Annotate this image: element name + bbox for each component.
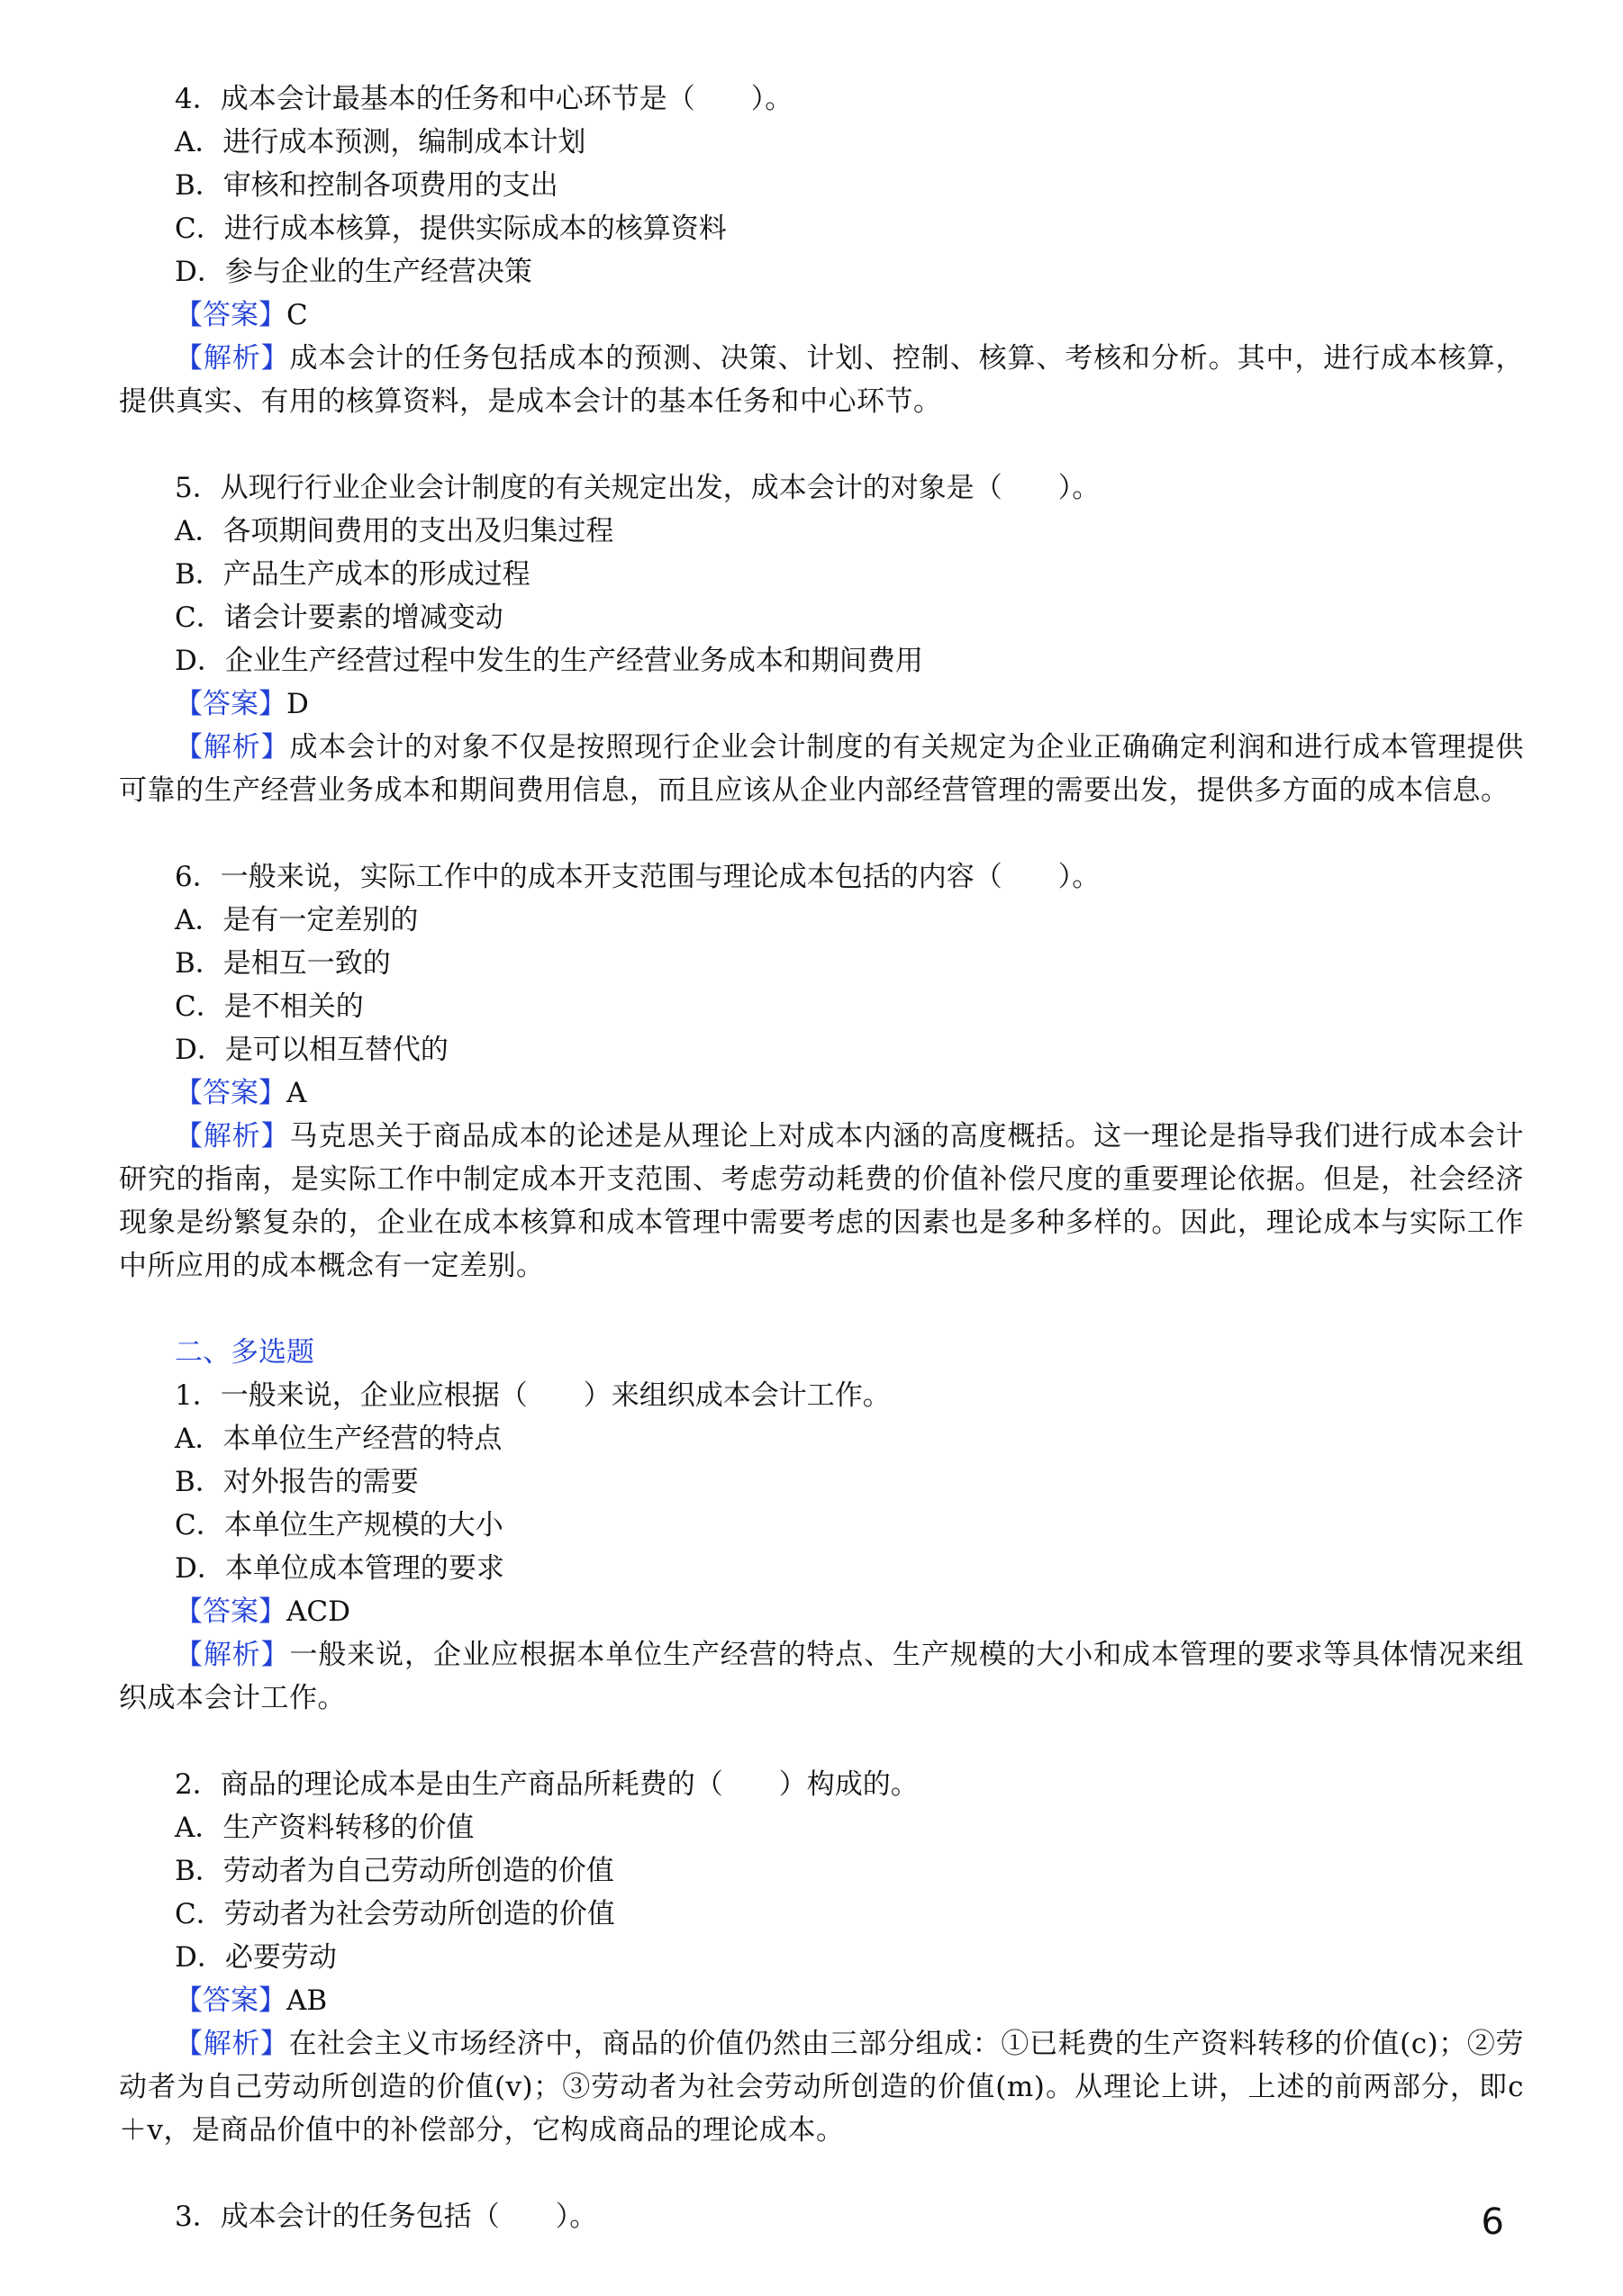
option-a: A．各项期间费用的支出及归集过程 — [175, 515, 614, 547]
option-b: B．审核和控制各项费用的支出 — [175, 169, 558, 202]
section-heading: 二、多选题 — [175, 1336, 314, 1369]
option-d: D．企业生产经营过程中发生的生产经营业务成本和期间费用 — [175, 645, 923, 677]
question-block — [119, 2195, 1524, 2238]
option-a: A．是有一定差别的 — [175, 904, 419, 936]
explanation — [119, 1633, 1524, 1720]
question-block — [119, 1374, 1524, 1720]
explanation-text: 在社会主义市场经济中，商品的价值仍然由三部分组成：①已耗费的生产资料转移的价值(c)；②劳动者为自己劳动所创造的价值(v)；③劳动者为社会劳动所创造的价值(m)。从理论上讲，上述的前两部分，即c＋v，是商品价值中的补偿部分，它构成商品的理论成本。 — [119, 2028, 1525, 2147]
explanation-tag: 【解析】 — [175, 731, 290, 764]
answer-tag: 【答案】 — [175, 688, 286, 720]
option-a: A．本单位生产经营的特点 — [175, 1423, 503, 1455]
explanation — [119, 2022, 1524, 2152]
question-stem: 5．从现行行业企业会计制度的有关规定出发，成本会计的对象是（ ）。 — [175, 472, 1101, 504]
page-content — [119, 77, 1524, 2238]
option-b: B．对外报告的需要 — [175, 1466, 419, 1498]
question-block — [119, 855, 1524, 1288]
option-a: A．生产资料转移的价值 — [175, 1812, 475, 1844]
answer-value: D — [286, 688, 309, 720]
question-stem: 2．商品的理论成本是由生产商品所耗费的（ ）构成的。 — [175, 1768, 919, 1801]
answer-line — [119, 294, 1524, 337]
spacer — [119, 1288, 1524, 1331]
answer-tag: 【答案】 — [175, 1984, 286, 2017]
spacer — [119, 812, 1524, 855]
option-b: B．劳动者为自己劳动所创造的价值 — [175, 1855, 614, 1887]
option-a: A．进行成本预测，编制成本计划 — [175, 126, 586, 158]
answer-line — [119, 1979, 1524, 2022]
option-c: C．诸会计要素的增减变动 — [175, 601, 503, 634]
explanation — [119, 1115, 1524, 1288]
answer-line — [119, 1590, 1524, 1633]
page-number: 6 — [1481, 2201, 1504, 2243]
explanation — [119, 337, 1524, 423]
explanation-text: 一般来说，企业应根据本单位生产经营的特点、生产规模的大小和成本管理的要求等具体情况来组织成本会计工作。 — [119, 1639, 1525, 1714]
option-c: C．本单位生产规模的大小 — [175, 1509, 503, 1541]
explanation-tag: 【解析】 — [175, 2028, 289, 2060]
question-block — [119, 466, 1524, 812]
option-c: C．劳动者为社会劳动所创造的价值 — [175, 1898, 615, 1930]
option-d: D．本单位成本管理的要求 — [175, 1552, 504, 1585]
question-stem: 4．成本会计最基本的任务和中心环节是（ ）。 — [175, 83, 793, 115]
answer-line — [119, 682, 1524, 726]
spacer — [119, 1720, 1524, 1763]
question-stem: 1．一般来说，企业应根据（ ）来组织成本会计工作。 — [175, 1379, 891, 1412]
option-c: C．是不相关的 — [175, 990, 364, 1023]
question-stem: 6．一般来说，实际工作中的成本开支范围与理论成本包括的内容（ ）。 — [175, 861, 1101, 893]
explanation-tag: 【解析】 — [175, 342, 290, 375]
question-block — [119, 77, 1524, 423]
option-d: D．必要劳动 — [175, 1941, 337, 1974]
question-block — [119, 1763, 1524, 2152]
option-c: C．进行成本核算，提供实际成本的核算资料 — [175, 212, 727, 245]
explanation-text: 成本会计的对象不仅是按照现行企业会计制度的有关规定为企业正确确定利润和进行成本管理提供可靠的生产经营业务成本和期间费用信息，而且应该从企业内部经营管理的需要出发，提供多方面的成本信息。 — [119, 731, 1525, 807]
explanation — [119, 726, 1524, 812]
option-b: B．是相互一致的 — [175, 947, 391, 980]
option-d: D．是可以相互替代的 — [175, 1034, 449, 1066]
question-stem: 3．成本会计的任务包括（ ）。 — [175, 2201, 598, 2233]
spacer — [119, 423, 1524, 466]
explanation-text: 成本会计的任务包括成本的预测、决策、计划、控制、核算、考核和分析。其中，进行成本核算，提供真实、有用的核算资料，是成本会计的基本任务和中心环节。 — [119, 342, 1525, 418]
explanation-tag: 【解析】 — [175, 1639, 290, 1671]
answer-value: ACD — [286, 1595, 350, 1628]
option-d: D．参与企业的生产经营决策 — [175, 256, 532, 288]
answer-tag: 【答案】 — [175, 1595, 286, 1628]
answer-line — [119, 1071, 1524, 1115]
option-b: B．产品生产成本的形成过程 — [175, 558, 530, 591]
explanation-tag: 【解析】 — [175, 1120, 290, 1153]
answer-value: AB — [286, 1984, 328, 2017]
answer-tag: 【答案】 — [175, 1077, 286, 1109]
answer-tag: 【答案】 — [175, 299, 286, 331]
spacer — [119, 2152, 1524, 2195]
answer-value: A — [286, 1077, 307, 1109]
answer-value: C — [286, 299, 308, 331]
explanation-text: 马克思关于商品成本的论述是从理论上对成本内涵的高度概括。这一理论是指导我们进行成本会计研究的指南，是实际工作中制定成本开支范围、考虑劳动耗费的价值补偿尺度的重要理论依据。但是，社会经济现象是纷繁复杂的，企业在成本核算和成本管理中需要考虑的因素也是多种多样的。因此，理论成本与实际工作中所应用的成本概念有一定差别。 — [119, 1120, 1525, 1282]
